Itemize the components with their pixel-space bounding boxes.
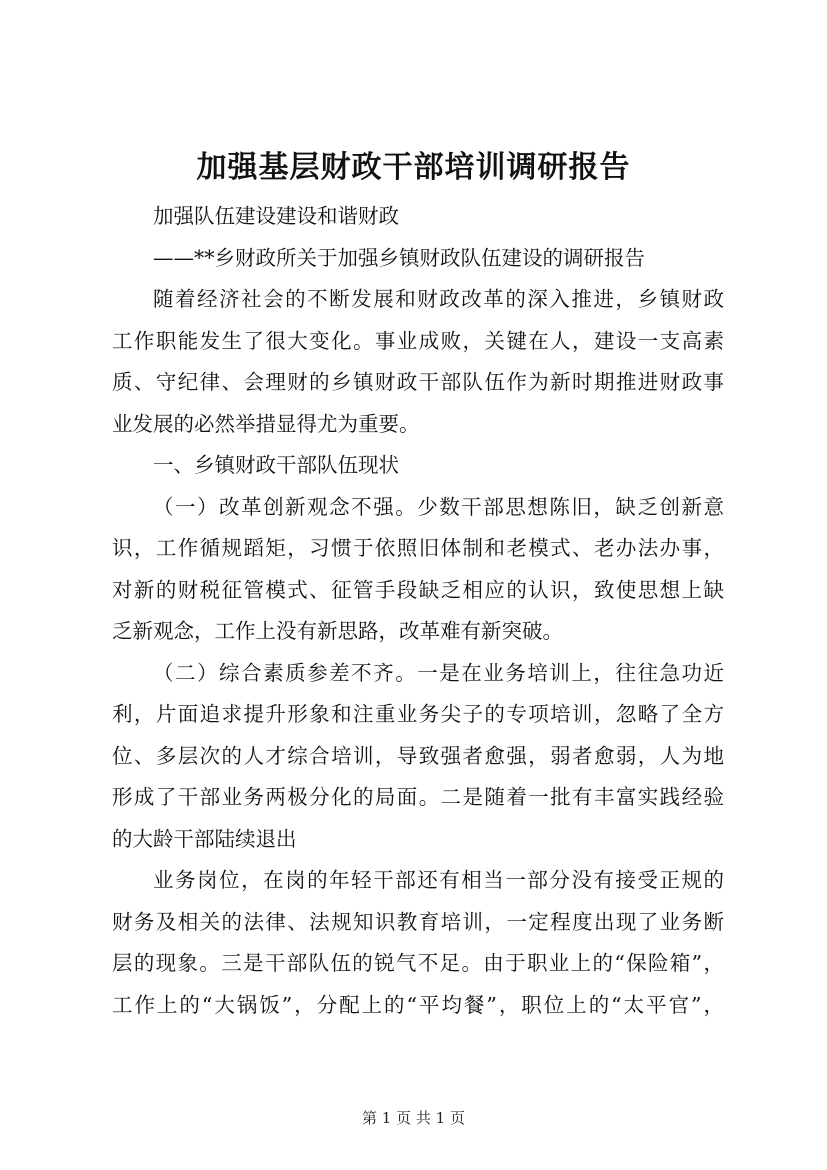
paragraph-line: （一）改革创新观念不强。少数干部思想陈旧，缺乏创新意	[153, 494, 724, 519]
subtitle-line: ——**乡财政所关于加强乡镇财政队伍建设的调研报告	[153, 245, 645, 270]
paragraph-line: 的大龄干部陆续退出	[112, 826, 297, 851]
subtitle-line: 加强队伍建设建设和谐财政	[153, 204, 399, 228]
paragraph-line: 利，片面追求提升形象和注重业务尖子的专项培训，忽略了全方	[112, 702, 724, 726]
paragraph-line: 形成了干部业务两极分化的局面。二是随着一批有丰富实践经验	[112, 785, 724, 809]
paragraph-line: 随着经济社会的不断发展和财政改革的深入推进，乡镇财政	[153, 287, 724, 311]
paragraph-line: 位、多层次的人才综合培训，导致强者愈强，弱者愈弱，人为地	[112, 743, 724, 768]
paragraph-line: 乏新观念，工作上没有新思路，改革难有新突破。	[112, 619, 563, 643]
paragraph-line: 业务岗位，在岗的年轻干部还有相当一部分没有接受正规的	[153, 868, 724, 892]
paragraph-line: 对新的财税征管模式、征管手段缺乏相应的认识，致使思想上缺	[112, 577, 724, 602]
paragraph-line: 业发展的必然举措显得尤为重要。	[112, 411, 420, 436]
paragraph-line: 财务及相关的法律、法规知识教育培训，一定程度出现了业务断	[112, 909, 724, 934]
paragraph-line: 识，工作循规蹈矩，习惯于依照旧体制和老模式、老办法办事，	[112, 536, 724, 560]
paragraph-line: 层的现象。三是干部队伍的锐气不足。由于职业上的“保险箱”，	[112, 951, 724, 975]
document-body	[112, 196, 724, 1026]
paragraph-line: 工作上的“大锅饭”，分配上的“平均餐”，职位上的“太平官”，	[112, 992, 724, 1017]
document-title: 加强基层财政干部培训调研报告	[196, 150, 631, 185]
page-number-footer: 第 1 页 共 1 页	[362, 1109, 465, 1127]
paragraph-line: 工作职能发生了很大变化。事业成败，关键在人，建设一支高素	[112, 328, 724, 353]
section-heading: 一、乡镇财政干部队伍现状	[153, 453, 399, 477]
paragraph-line: 质、守纪律、会理财的乡镇财政干部队伍作为新时期推进财政事	[112, 370, 724, 394]
paragraph-line: （二）综合素质参差不齐。一是在业务培训上，往往急功近	[153, 660, 724, 685]
